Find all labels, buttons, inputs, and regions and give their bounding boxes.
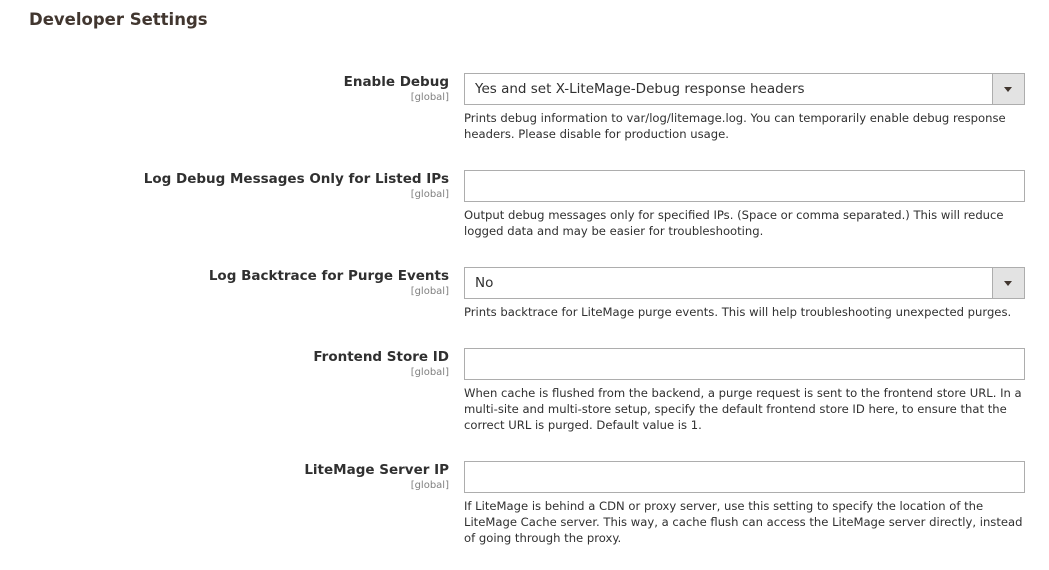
frontend-store-id-label: Frontend Store ID: [313, 349, 449, 365]
field-note: Prints debug information to var/log/litemage.log. You can temporarily enable debug response headers. Please disable for production usage.: [464, 111, 1006, 141]
scope-label: [global]: [410, 286, 449, 297]
server-ip-input[interactable]: [464, 461, 1025, 493]
scope-label: [global]: [410, 189, 449, 200]
select-toggle[interactable]: [992, 268, 1024, 298]
section-title[interactable]: Developer Settings: [29, 10, 208, 29]
scope-label: [global]: [410, 480, 449, 491]
select-value: No: [475, 275, 494, 291]
enable-debug-label: Enable Debug: [343, 74, 449, 90]
select-value: Yes and set X-LiteMage-Debug response headers: [475, 81, 805, 97]
field-note: If LiteMage is behind a CDN or proxy server, use this setting to specify the location of the LiteMage Cache server. This way, a cache flush can access the LiteMage server directly, instead of going through the proxy.: [464, 499, 1023, 545]
field-label-group: [304, 461, 449, 492]
field-note: Output debug messages only for specified IPs. (Space or comma separated.) This will reduce logged data and may be easier for troubleshooting.: [464, 208, 1004, 238]
field-note: Prints backtrace for LiteMage purge events. This will help troubleshooting unexpected purges.: [464, 305, 1012, 319]
log-backtrace-select[interactable]: [464, 267, 1025, 299]
scope-label: [global]: [410, 367, 449, 378]
scope-label: [global]: [410, 92, 449, 103]
log-backtrace-label: Log Backtrace for Purge Events: [208, 268, 449, 284]
field-label-group: [344, 73, 449, 104]
chevron-down-icon: [1004, 281, 1012, 286]
select-toggle[interactable]: [992, 74, 1024, 104]
debug-ips-label: Log Debug Messages Only for Listed IPs: [143, 171, 449, 187]
frontend-store-id-input[interactable]: [464, 348, 1025, 380]
field-label-group: [209, 267, 449, 298]
server-ip-label: LiteMage Server IP: [304, 462, 449, 478]
enable-debug-select[interactable]: [464, 73, 1025, 105]
debug-ips-input[interactable]: [464, 170, 1025, 202]
field-label-group: [313, 348, 449, 379]
field-label-group: [144, 170, 449, 201]
chevron-down-icon: [1004, 87, 1012, 92]
field-note: When cache is flushed from the backend, a purge request is sent to the frontend store URL. In a multi-site and multi-store setup, specify the default frontend store ID here, to ensure that the correct URL is purged. Default value is 1.: [464, 386, 1022, 432]
